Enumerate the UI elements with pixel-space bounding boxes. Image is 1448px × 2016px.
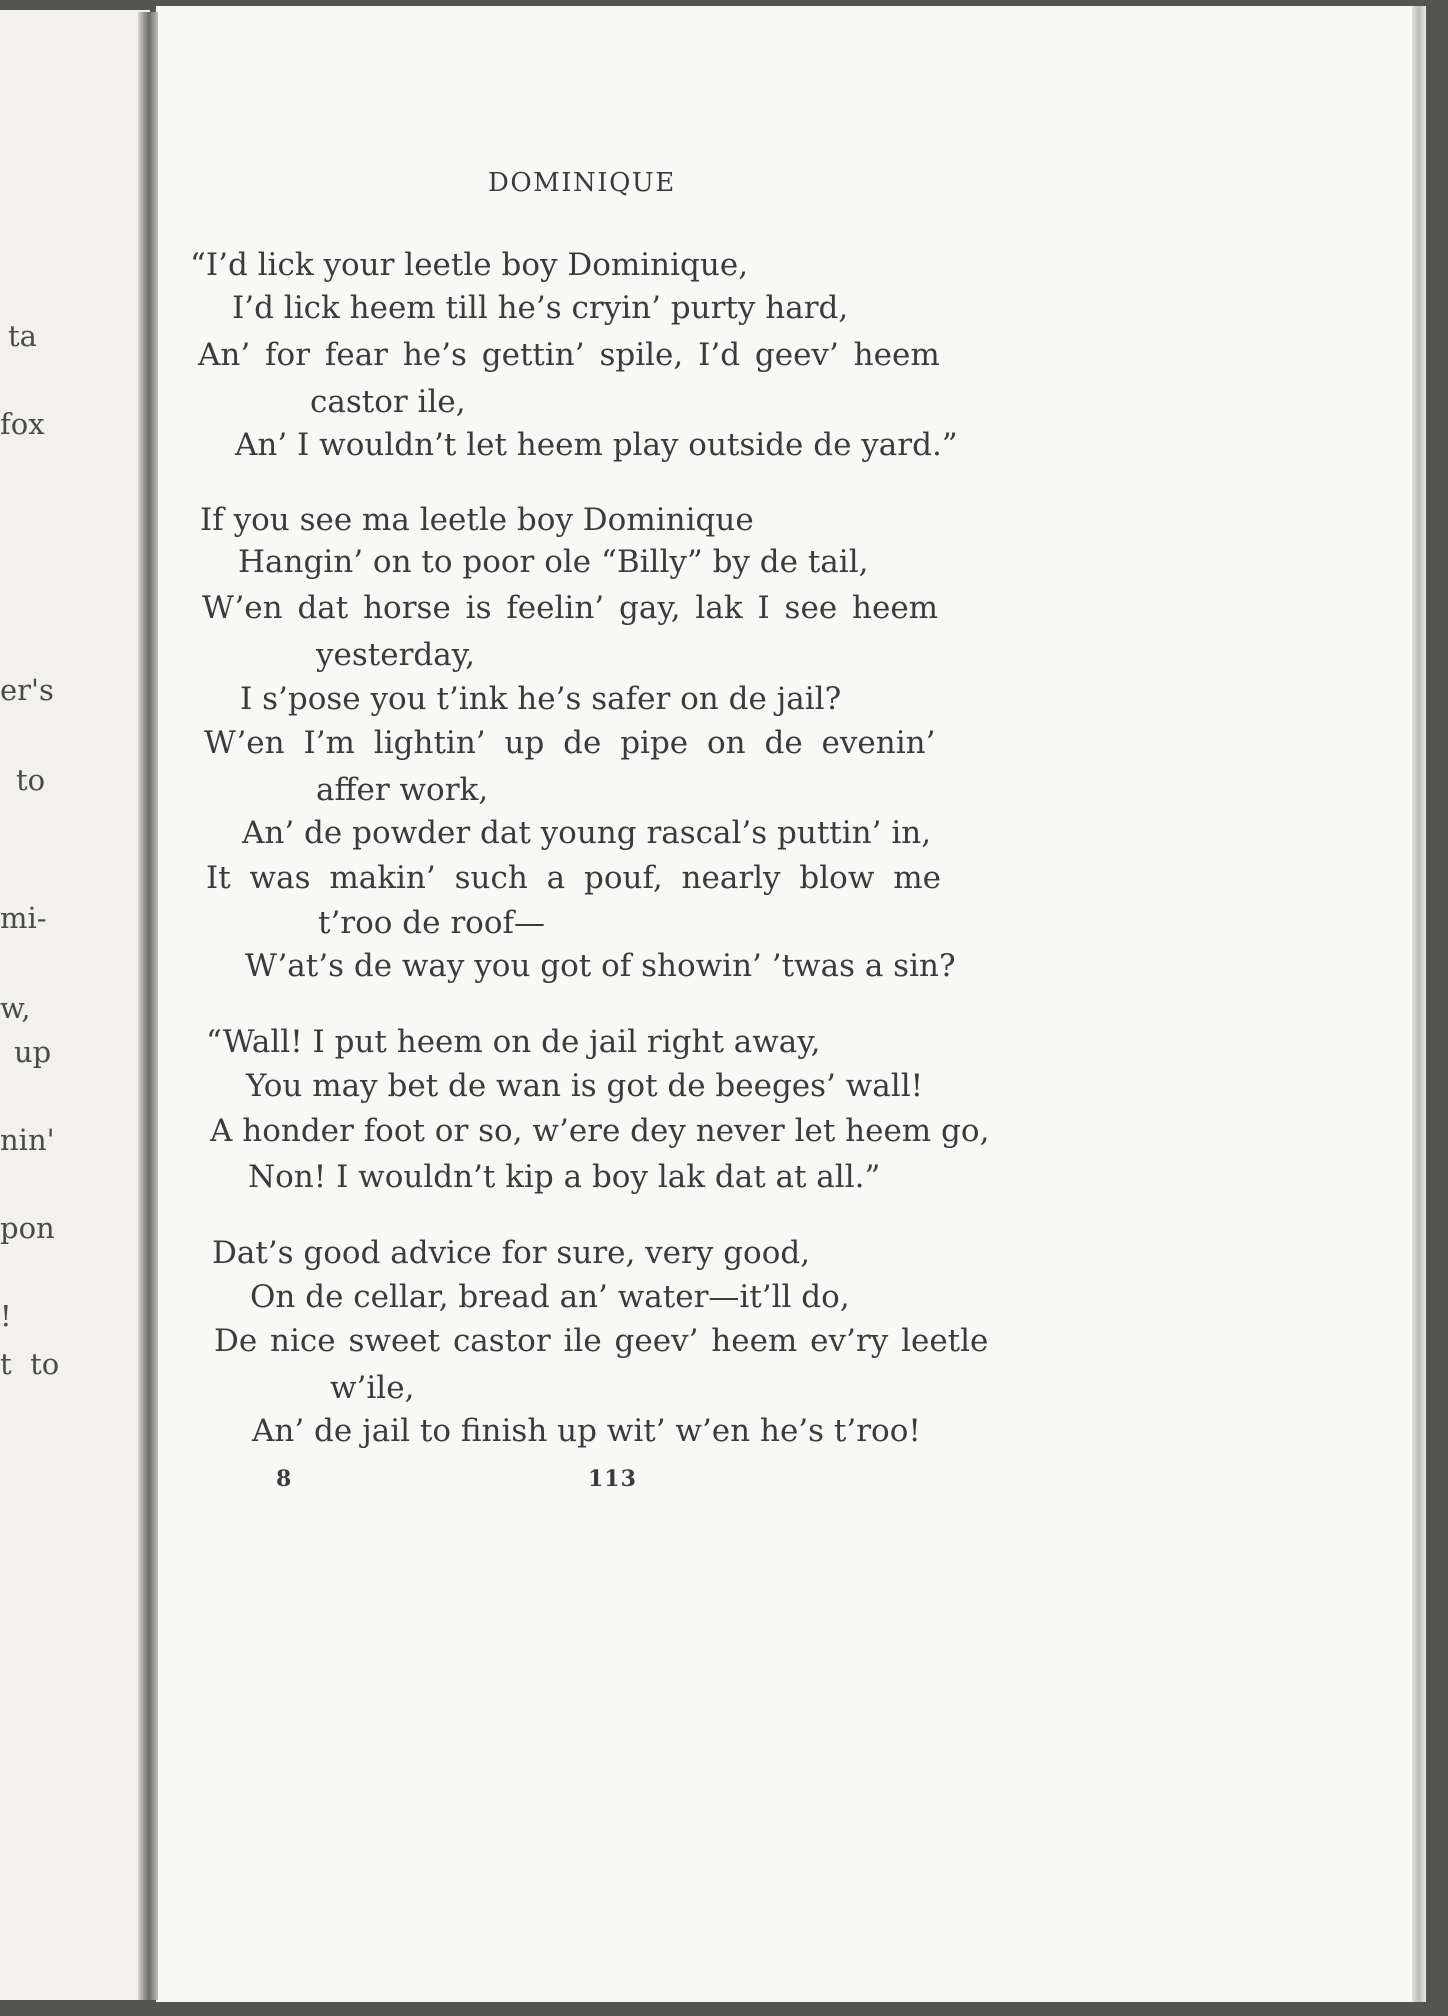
page-title: DOMINIQUE [488, 168, 676, 198]
poem-line: On de cellar, bread an’ water—it’ll do, [250, 1279, 850, 1315]
page-number: 113 [588, 1466, 637, 1492]
left-fragment: up [14, 1035, 52, 1069]
signature-mark: 8 [276, 1466, 292, 1492]
poem-line: I’d lick heem till he’s cryin’ purty hard, [232, 290, 849, 326]
poem-line: An’ for fear he’s gettin’ spile, I’d geev’ heem [198, 337, 940, 373]
poem-line: yesterday, [316, 637, 475, 673]
poem-line: w’ile, [330, 1370, 415, 1406]
left-fragment: to [16, 763, 46, 797]
poem-line: An’ de powder dat young rascal’s puttin’ in, [242, 815, 932, 851]
poem-line: Hangin’ on to poor ole “Billy” by de tail, [238, 544, 869, 580]
left-fragment: pon [0, 1211, 55, 1245]
left-fragment: ! [0, 1299, 12, 1333]
poem-line: You may bet de wan is got de beeges’ wall! [246, 1068, 924, 1104]
left-fragment: w, [0, 991, 31, 1025]
poem-line: It was makin’ such a pouf, nearly blow me [206, 860, 941, 896]
poem-line: A honder foot or so, w’ere dey never let heem go, [210, 1113, 990, 1149]
left-fragment: mi- [0, 901, 47, 935]
poem-line: De nice sweet castor ile geev’ heem ev’ry leetle [214, 1323, 989, 1359]
poem-line: “Wall! I put heem on de jail right away, [206, 1024, 821, 1060]
poem-line: Non! I wouldn’t kip a boy lak dat at all.” [248, 1159, 881, 1195]
poem-line: W’en dat horse is feelin’ gay, lak I see heem [202, 590, 939, 626]
poem-line: “I’d lick your leetle boy Dominique, [190, 247, 749, 283]
left-fragment: er's [0, 673, 54, 707]
poem-line: If you see ma leetle boy Dominique [200, 502, 754, 538]
poem-line: W’at’s de way you got of showin’ ’twas a sin? [245, 948, 956, 984]
poem-line: An’ de jail to finish up wit’ w’en he’s t’roo! [252, 1413, 921, 1449]
poem-line: t’roo de roof— [318, 905, 545, 941]
left-fragment: t to [0, 1347, 60, 1381]
poem-line: I s’pose you t’ink he’s safer on de jail? [240, 681, 842, 717]
left-fragment: fox [0, 407, 45, 441]
poem-line: castor ile, [310, 384, 466, 420]
poem-line: affer work, [316, 772, 489, 808]
left-fragment: nin' [0, 1123, 55, 1157]
poem-line: W’en I’m lightin’ up de pipe on de evenin’ [204, 725, 936, 761]
left-fragment: ta [8, 319, 37, 353]
poem-line: Dat’s good advice for sure, very good, [212, 1235, 811, 1271]
poem-line: An’ I wouldn’t let heem play outside de yard.” [235, 427, 958, 463]
